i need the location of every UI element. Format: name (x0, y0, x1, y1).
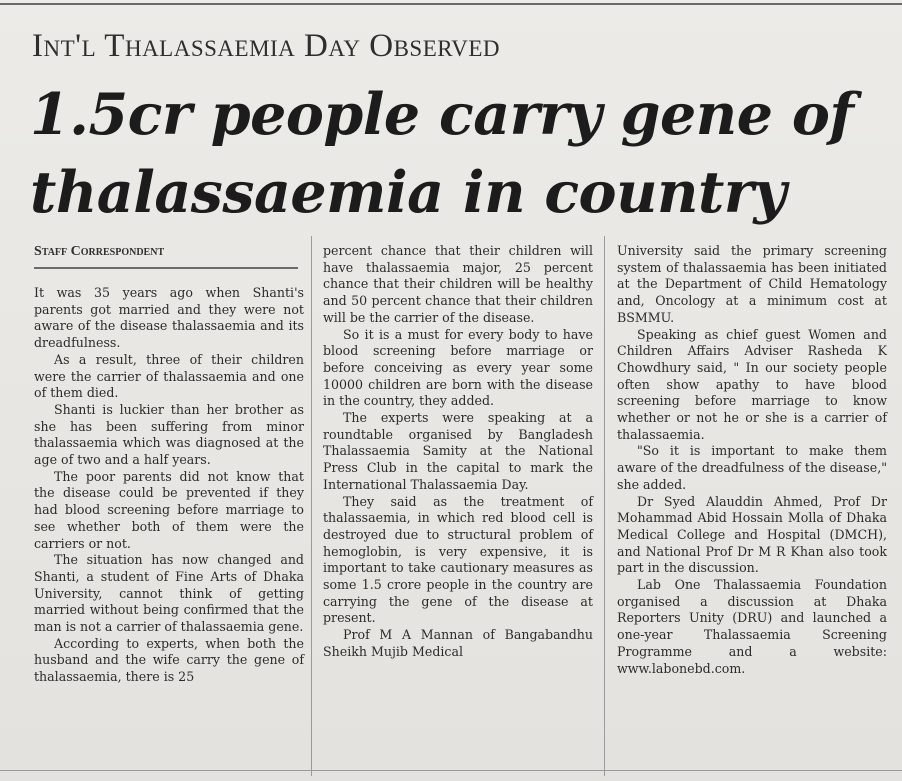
paragraph: The poor parents did not know that the disease could be prevented if they had blood screening before marriage to see whether both of them were the carriers or not. (34, 468, 304, 551)
paragraph: "So it is important to make them aware of the dreadfulness of the disease," she added. (617, 443, 887, 492)
paragraph: As a result, three of their children were the carrier of thalassaemia and one of them died. (34, 351, 304, 401)
paragraph: Shanti is luckier than her brother as she has been suffering from minor thalassaemia which was diagnosed at the age of two and a half years. (34, 401, 304, 468)
paragraph: So it is a must for every body to have blood screening before marriage or before conceiving as every year some 10000 children are born with the disease in the country, they added. (323, 326, 593, 409)
article-column-2 (323, 243, 593, 661)
paragraph: The situation has now changed and Shanti, a student of Fine Arts of Dhaka University, cannot think of getting married without being confirmed that the man is not a carrier of thalassaemia gene. (34, 552, 304, 635)
column-divider (311, 236, 312, 776)
headline: 1.5cr people carry gene of thalassaemia in country (30, 81, 854, 226)
paragraph: Prof M A Mannan of Bangabandhu Sheikh Mujib Medical (323, 627, 593, 659)
paragraph: According to experts, when both the husband and the wife carry the gene of thalassaemia, there is 25 (34, 635, 304, 685)
paragraph: University said the primary screening system of thalassaemia has been initiated at the Department of Child Hematology and, Oncology at a minimum cost at BSMMU. (617, 243, 887, 325)
paragraph: percent chance that their children will have thalassaemia major, 25 percent chance that their children will be healthy and 50 percent chance that their children will be the carrier of the disease. (323, 243, 593, 325)
byline: Staff Correspondent (34, 244, 165, 259)
paragraph: The experts were speaking at a roundtable organised by Bangladesh Thalassaemia Samity at the National Press Club in the capital to mark the International Thalassaemia Day. (323, 410, 593, 492)
paragraph: Lab One Thalassaemia Foundation organised a discussion at Dhaka Reporters Unity (DRU) and launched a one-year Thalassaemia Screening Programme and a website: www.labonebd.com. (617, 577, 887, 676)
paragraph: Speaking as chief guest Women and Children Affairs Adviser Rasheda K Chowdhury said, " In our society people often show apathy to have blood screening before marriage to know whether or not he or she is a carrier of thalassaemia. (617, 326, 887, 442)
kicker: Int'l Thalassaemia Day Observed (32, 28, 501, 64)
paragraph: It was 35 years ago when Shanti's parents got married and they were not aware of the disease thalassaemia and its dreadfulness. (34, 285, 304, 351)
bottom-rule (0, 770, 902, 771)
byline-rule (34, 267, 298, 269)
paragraph: They said as the treatment of thalassaemia, in which red blood cell is destroyed due to structural problem of hemoglobin, is very expensive, it is important to take cautionary measures as some 1.5 crore people in the country are carrying the gene of the disease at present. (323, 493, 593, 626)
top-rule (0, 3, 902, 5)
article-column-1 (34, 285, 304, 686)
column-divider (604, 236, 605, 776)
paragraph: Dr Syed Alauddin Ahmed, Prof Dr Mohammad Abid Hossain Molla of Dhaka Medical College and Hospital (DMCH), and National Prof Dr M R Khan also took part in the discussion. (617, 493, 887, 576)
article-column-3 (617, 243, 887, 677)
